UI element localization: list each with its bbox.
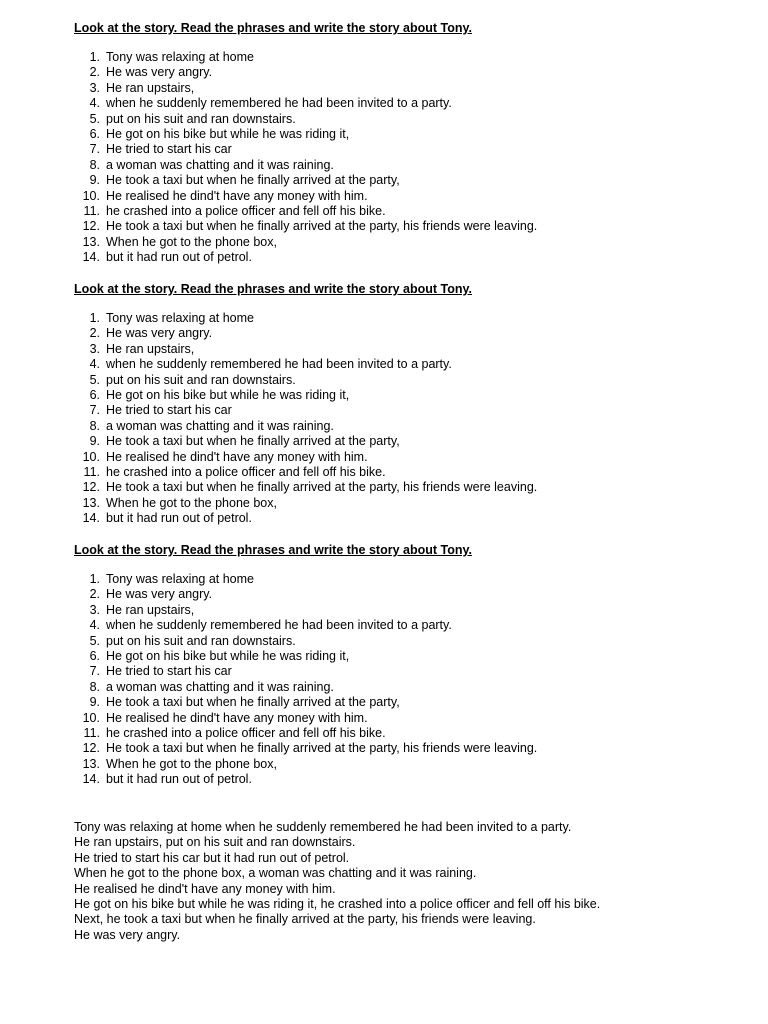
phrase-item [74, 112, 734, 127]
phrase-text: when he suddenly remembered he had been invited to a party. [106, 618, 452, 633]
phrase-text: a woman was chatting and it was raining. [106, 679, 334, 694]
phrase-item [74, 634, 734, 649]
story-line: He was very angry. [74, 927, 181, 942]
phrase-number: 9. [89, 173, 100, 188]
phrase-number: 2. [89, 65, 100, 80]
phrase-number: 13. [82, 495, 100, 510]
phrase-text: put on his suit and ran downstairs. [106, 372, 296, 387]
phrase-text: He ran upstairs, [106, 602, 195, 617]
phrase-text: He realised he dind't have any money with him. [106, 449, 368, 464]
phrase-item [74, 158, 734, 173]
story-line: He got on his bike but while he was riding it, he crashed into a police officer and fell off his bike. [74, 897, 601, 912]
phrase-number: 1. [89, 572, 100, 586]
phrase-text: He realised he dind't have any money with him. [106, 188, 368, 203]
phrase-item [74, 450, 734, 465]
phrase-number: 11. [83, 204, 100, 219]
phrase-list [74, 50, 734, 266]
phrase-item [74, 127, 734, 142]
phrase-text: when he suddenly remembered he had been invited to a party. [106, 96, 452, 111]
phrase-item [74, 388, 734, 403]
story-line: Tony was relaxing at home when he suddenly remembered he had been invited to a party. [74, 820, 572, 834]
phrase-item [74, 480, 734, 495]
phrase-item [74, 235, 734, 250]
story-line: He ran upstairs, put on his suit and ran downstairs. [74, 835, 356, 850]
phrase-text: When he got to the phone box, [106, 234, 277, 249]
phrase-text: He took a taxi but when he finally arrived at the party, [106, 695, 400, 710]
phrase-item [74, 496, 734, 511]
phrase-number: 7. [89, 403, 100, 418]
phrase-number: 7. [89, 142, 100, 157]
phrase-text: Tony was relaxing at home [106, 50, 254, 64]
phrase-text: put on his suit and ran downstairs. [106, 633, 296, 648]
phrase-text: He ran upstairs, [106, 80, 195, 95]
phrase-text: He was very angry. [106, 587, 213, 602]
phrase-number: 7. [89, 664, 100, 679]
phrase-number: 10. [82, 188, 100, 203]
phrase-text: He took a taxi but when he finally arrived at the party, his friends were leaving. [106, 480, 538, 495]
phrase-item [74, 649, 734, 664]
phrase-number: 5. [89, 111, 100, 126]
phrase-list [74, 572, 734, 788]
phrase-text: He realised he dind't have any money with him. [106, 710, 368, 725]
phrase-item [74, 664, 734, 679]
phrase-text: He took a taxi but when he finally arrived at the party, his friends were leaving. [106, 741, 538, 756]
phrase-number: 4. [89, 96, 100, 111]
phrase-text: When he got to the phone box, [106, 495, 277, 510]
phrase-item [74, 680, 734, 695]
phrase-number: 2. [89, 587, 100, 602]
phrase-number: 8. [89, 418, 100, 433]
story-answer [74, 820, 754, 943]
phrase-number: 14. [82, 772, 100, 787]
story-line: Next, he took a taxi but when he finally arrived at the party, his friends were leaving. [74, 912, 536, 927]
phrase-text: but it had run out of petrol. [106, 511, 252, 526]
phrase-text: He got on his bike but while he was riding it, [106, 649, 350, 664]
phrase-number: 11. [83, 465, 100, 480]
phrase-number: 9. [89, 695, 100, 710]
phrase-item [74, 219, 734, 234]
phrase-text: When he got to the phone box, [106, 756, 277, 771]
phrase-number: 2. [89, 326, 100, 341]
phrase-number: 4. [89, 618, 100, 633]
phrase-text: He tried to start his car [106, 142, 232, 157]
story-line: When he got to the phone box, a woman was chatting and it was raining. [74, 866, 477, 881]
phrase-number: 8. [89, 679, 100, 694]
phrase-item [74, 342, 734, 357]
phrase-number: 13. [82, 234, 100, 249]
phrase-text: put on his suit and ran downstairs. [106, 111, 296, 126]
phrase-text: He ran upstairs, [106, 341, 195, 356]
phrase-item [74, 419, 734, 434]
phrase-number: 4. [89, 357, 100, 372]
phrase-text: He took a taxi but when he finally arrived at the party, [106, 173, 400, 188]
phrase-number: 5. [89, 633, 100, 648]
phrase-item [74, 250, 734, 265]
phrase-text: Tony was relaxing at home [106, 311, 254, 325]
phrase-item [74, 695, 734, 710]
phrase-text: when he suddenly remembered he had been invited to a party. [106, 357, 452, 372]
phrase-item [74, 587, 734, 602]
phrase-item [74, 81, 734, 96]
exercise-heading: Look at the story. Read the phrases and write the story about Tony. [74, 543, 472, 557]
phrase-item [74, 311, 734, 326]
phrase-text: He got on his bike but while he was riding it, [106, 127, 350, 142]
exercise-section-1 [74, 20, 734, 266]
phrase-item [74, 726, 734, 741]
phrase-item [74, 618, 734, 633]
phrase-number: 12. [82, 480, 100, 495]
phrase-item [74, 711, 734, 726]
phrase-item [74, 357, 734, 372]
phrase-number: 10. [82, 710, 100, 725]
phrase-number: 9. [89, 434, 100, 449]
phrase-text: Tony was relaxing at home [106, 572, 254, 586]
phrase-item [74, 65, 734, 80]
phrase-item [74, 572, 734, 587]
phrase-item [74, 326, 734, 341]
phrase-item [74, 373, 734, 388]
phrase-text: but it had run out of petrol. [106, 772, 252, 787]
phrase-item [74, 96, 734, 111]
phrase-number: 6. [89, 649, 100, 664]
exercise-section-2 [74, 281, 734, 527]
phrase-number: 12. [82, 219, 100, 234]
phrase-item [74, 142, 734, 157]
phrase-text: He tried to start his car [106, 403, 232, 418]
phrase-item [74, 511, 734, 526]
phrase-item [74, 741, 734, 756]
exercise-heading: Look at the story. Read the phrases and write the story about Tony. [74, 282, 472, 296]
phrase-number: 13. [82, 756, 100, 771]
phrase-number: 10. [82, 449, 100, 464]
exercise-heading: Look at the story. Read the phrases and write the story about Tony. [74, 21, 472, 35]
phrase-text: He got on his bike but while he was riding it, [106, 388, 350, 403]
phrase-number: 12. [82, 741, 100, 756]
phrase-item [74, 189, 734, 204]
phrase-number: 11. [83, 726, 100, 741]
phrase-item [74, 465, 734, 480]
phrase-text: but it had run out of petrol. [106, 250, 252, 265]
phrase-number: 8. [89, 157, 100, 172]
phrase-item [74, 173, 734, 188]
phrase-text: he crashed into a police officer and fell off his bike. [106, 204, 386, 219]
phrase-item [74, 204, 734, 219]
phrase-item [74, 434, 734, 449]
phrase-text: He was very angry. [106, 65, 213, 80]
phrase-text: He was very angry. [106, 326, 213, 341]
phrase-number: 3. [89, 341, 100, 356]
phrase-number: 14. [82, 250, 100, 265]
phrase-item [74, 757, 734, 772]
phrase-number: 3. [89, 80, 100, 95]
phrase-text: a woman was chatting and it was raining. [106, 418, 334, 433]
phrase-number: 3. [89, 602, 100, 617]
phrase-text: He tried to start his car [106, 664, 232, 679]
phrase-item [74, 50, 734, 65]
phrase-item [74, 772, 734, 787]
phrase-text: he crashed into a police officer and fell off his bike. [106, 465, 386, 480]
phrase-number: 14. [82, 511, 100, 526]
phrase-text: he crashed into a police officer and fell off his bike. [106, 726, 386, 741]
story-line: He realised he dind't have any money with him. [74, 881, 336, 896]
phrase-number: 5. [89, 372, 100, 387]
exercise-section-3 [74, 542, 734, 788]
phrase-text: He took a taxi but when he finally arrived at the party, his friends were leaving. [106, 219, 538, 234]
phrase-number: 6. [89, 388, 100, 403]
story-line: He tried to start his car but it had run out of petrol. [74, 850, 350, 865]
phrase-item [74, 603, 734, 618]
phrase-text: He took a taxi but when he finally arrived at the party, [106, 434, 400, 449]
phrase-number: 6. [89, 127, 100, 142]
phrase-list [74, 311, 734, 527]
phrase-number: 1. [89, 311, 100, 325]
phrase-number: 1. [89, 50, 100, 64]
phrase-text: a woman was chatting and it was raining. [106, 157, 334, 172]
phrase-item [74, 403, 734, 418]
